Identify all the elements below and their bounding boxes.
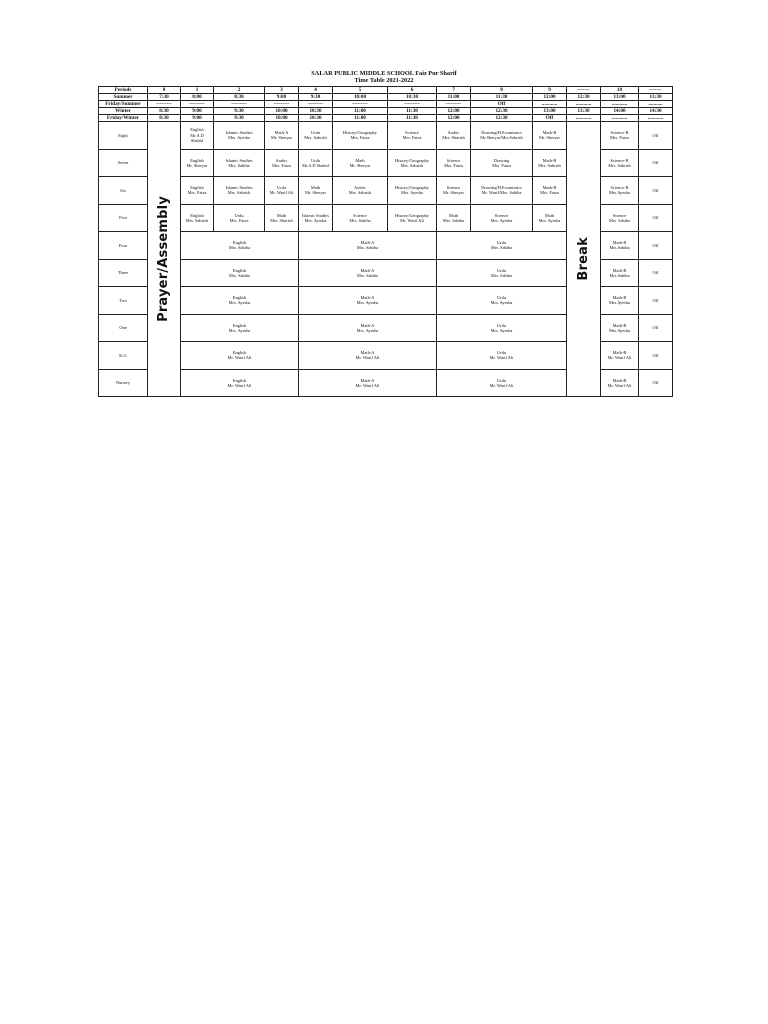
cell-line: Mrs. Sabrish <box>400 162 424 168</box>
math-block <box>299 369 437 397</box>
timing-cell: 12:00 <box>437 108 471 115</box>
cell-line: Mrs. Sabrish <box>608 162 631 168</box>
english-block <box>181 259 299 287</box>
cell-line: Mr. Wasif/Mrs. Sabiha <box>481 190 522 196</box>
cell-line: English <box>232 295 247 301</box>
period-cell <box>533 122 567 150</box>
cell-line: Math-A <box>360 240 375 246</box>
english-block <box>181 342 299 370</box>
cell-line: Mrs. Sabrish <box>185 217 209 223</box>
timing-cell: 11:30 <box>471 94 533 101</box>
period-cell <box>181 177 214 205</box>
timing-cell: 13:30 <box>639 94 673 101</box>
timing-cell: Off <box>533 115 567 122</box>
cell-line: Mrs. Ayesha <box>538 217 561 223</box>
timing-cell: 5 <box>333 87 388 94</box>
period-cell <box>533 177 567 205</box>
math-block <box>299 259 437 287</box>
cell-line: History/Geography <box>395 212 429 218</box>
cell-line: Mrs. Sabiha <box>490 245 513 251</box>
cell-line: Urdu <box>496 350 507 356</box>
period-cell <box>214 177 265 205</box>
cell-line: Mrs. Ayesha <box>304 217 327 223</box>
cell-line: Mrs. Faiza <box>350 135 370 141</box>
cell-line: Mrs. Sabrish <box>538 162 561 168</box>
cell-line: Mrs. Sabiha <box>228 162 250 168</box>
timing-cell: 14:30 <box>639 108 673 115</box>
urdu-block <box>437 287 567 315</box>
cell-line: Mr. Sheryar <box>539 135 560 141</box>
off-cell: Off <box>639 177 673 205</box>
timing-row <box>99 115 673 122</box>
timing-row <box>99 108 673 115</box>
cell-line: Mr. Wasif Ali <box>607 355 632 361</box>
period-cell <box>265 122 299 150</box>
timing-row-label: Periods <box>99 87 148 94</box>
timing-cell: ............ <box>639 115 673 122</box>
timing-row <box>99 101 673 108</box>
cell-line: Science-B <box>610 185 629 191</box>
timing-cell: 11:30 <box>388 115 437 122</box>
cell-line: Math-B <box>612 295 627 301</box>
cell-line: Mrs. Ayesha <box>228 135 250 141</box>
school-title: SALAR PUBLIC MIDDLE SCHOOL Faiz Pur Sharif <box>311 70 457 77</box>
period-cell <box>299 177 333 205</box>
cell-line: Mr.A D Shahid <box>302 162 329 168</box>
class-name: Two <box>99 287 148 315</box>
cell-line: Arabic <box>275 157 288 163</box>
timing-cell: --------- <box>388 101 437 108</box>
timing-cell: ........... <box>639 101 673 108</box>
off-cell: Off <box>639 342 673 370</box>
timing-cell: 9:00 <box>181 108 214 115</box>
timing-cell: 10:00 <box>265 108 299 115</box>
timing-cell: --------- <box>214 101 265 108</box>
off-cell: Off <box>639 232 673 260</box>
period-cell <box>437 177 471 205</box>
cell-line: Urdu <box>496 267 507 273</box>
math-block <box>299 314 437 342</box>
cell-line: Math-A <box>360 267 375 273</box>
off-cell: Off <box>639 369 673 397</box>
timing-cell: ------- <box>639 87 673 94</box>
timing-cell: 13:00 <box>601 94 639 101</box>
period-cell <box>299 122 333 150</box>
cell-line: English <box>232 350 247 356</box>
period-10-cell <box>601 204 639 232</box>
period-cell <box>533 149 567 177</box>
cell-line: English <box>190 185 204 191</box>
class-name: Seven <box>99 149 148 177</box>
english-block <box>181 287 299 315</box>
cell-line: Math-B <box>612 377 627 383</box>
class-name: Four <box>99 232 148 260</box>
cell-line: Mrs. Ayesha <box>490 217 513 223</box>
cell-line: Math <box>276 212 287 218</box>
cell-line: Mrs.Sabiha <box>609 245 630 251</box>
cell-line: Arabic <box>354 185 366 191</box>
cell-line: Mrs. Ayesha <box>356 300 379 306</box>
cell-line: Mrs. Sabiha <box>608 217 631 223</box>
period-cell <box>214 204 265 232</box>
cell-line: Mrs. Sabiha <box>356 245 379 251</box>
period-cell <box>265 177 299 205</box>
cell-line: History/Geography <box>395 157 429 163</box>
period-cell <box>471 204 533 232</box>
cell-line: English <box>232 267 247 273</box>
cell-line: English <box>190 157 204 163</box>
period-cell <box>533 204 567 232</box>
math-block <box>299 342 437 370</box>
cell-line: Islamic Studies <box>225 157 253 163</box>
timetable-subtitle: Time Table 2021-2022 <box>354 77 414 84</box>
cell-line: Mr. Wasif Ali <box>489 382 514 388</box>
cell-line: Mr. Sheryar <box>305 190 326 196</box>
off-cell: Off <box>639 122 673 150</box>
timing-cell: 11:00 <box>333 108 388 115</box>
cell-line: Mrs. Ayesha <box>490 300 513 306</box>
cell-line: Mrs. Sharish <box>270 217 293 223</box>
cell-line: Math <box>448 212 459 218</box>
timing-cell: --------- <box>437 101 471 108</box>
timing-cell: --------- <box>265 101 299 108</box>
cell-line: Science-B <box>610 157 629 163</box>
timing-row-label: Summer <box>99 94 148 101</box>
period-cell <box>265 204 299 232</box>
english-block <box>181 314 299 342</box>
timing-cell: 9 <box>533 87 567 94</box>
off-cell: Off <box>639 287 673 315</box>
cell-line: Mrs. Faiza <box>187 190 207 196</box>
cell-line: Mrs. Sabiha <box>490 272 513 278</box>
off-cell: Off <box>639 204 673 232</box>
cell-line: Science <box>612 212 627 218</box>
cell-line: Urdu <box>276 185 287 191</box>
timing-cell: 8:30 <box>148 108 181 115</box>
cell-line: Islamic Studies <box>225 130 253 136</box>
cell-line: Mrs. Ayesha <box>356 327 379 333</box>
break-label: Break <box>575 237 591 281</box>
cell-line: Math <box>355 157 365 163</box>
period-cell <box>333 204 388 232</box>
cell-line: Math-B <box>612 267 627 273</box>
cell-line: Math-B <box>542 157 557 163</box>
timing-cell: ............ <box>567 115 601 122</box>
class-row <box>99 122 673 150</box>
cell-line: Mrs.Ayesha <box>609 190 630 196</box>
class-name: Three <box>99 259 148 287</box>
timing-cell: --------- <box>333 101 388 108</box>
period-10-cell <box>601 287 639 315</box>
cell-line: Mrs. Faiza <box>229 217 249 223</box>
cell-line: Mrs. Sabrish <box>304 135 327 141</box>
cell-line: Mr. Wasif Ali <box>269 190 294 196</box>
cell-line: Mrs. Faiza <box>272 162 291 168</box>
cell-line: History/Geography <box>343 130 377 136</box>
cell-line: Mrs. Ayesha <box>228 327 251 333</box>
period-cell <box>181 204 214 232</box>
cell-line: History/Geography <box>395 185 429 191</box>
period-cell <box>214 149 265 177</box>
cell-line: Math-A <box>360 377 375 383</box>
cell-line: Mr. Wasif Ali <box>489 355 514 361</box>
cell-line: Urdu <box>234 212 244 218</box>
cell-line: English <box>190 127 204 133</box>
timetable <box>98 86 673 397</box>
class-name: Nursery <box>99 369 148 397</box>
urdu-block <box>437 369 567 397</box>
cell-line: Math-B <box>612 350 627 356</box>
cell-line: Mrs. Faiza <box>540 190 559 196</box>
period-cell <box>214 122 265 150</box>
cell-line: Mrs. Faiza <box>610 135 629 141</box>
timing-cell: 1 <box>181 87 214 94</box>
timing-cell: 6 <box>388 87 437 94</box>
timing-cell: 2 <box>214 87 265 94</box>
cell-line: Mrs. Sabiha <box>349 217 371 223</box>
period-cell <box>388 177 437 205</box>
timing-cell: 13:30 <box>567 108 601 115</box>
urdu-block <box>437 259 567 287</box>
class-name: Eight <box>99 122 148 150</box>
cell-line: Mrs. Faiza <box>492 162 511 168</box>
period-cell <box>299 149 333 177</box>
cell-line: Shahid <box>190 137 204 143</box>
timing-cell: 9:30 <box>299 94 333 101</box>
period-cell <box>388 204 437 232</box>
period-cell <box>265 149 299 177</box>
cell-line: Urdu <box>496 322 507 328</box>
cell-line: Arabic <box>447 130 460 136</box>
timing-cell: 11:30 <box>388 108 437 115</box>
cell-line: Math-B <box>612 240 627 246</box>
period-cell <box>471 149 533 177</box>
cell-line: Mrs. Sabiha <box>356 272 379 278</box>
timing-row-label: Friday/Summer <box>99 101 148 108</box>
cell-line: Mr. Wasif Ali <box>355 355 380 361</box>
timing-cell: 8:30 <box>214 94 265 101</box>
cell-line: Mr. Wasif Ali <box>607 382 632 388</box>
timing-cell: 13:00 <box>533 108 567 115</box>
cell-line: Urdu <box>496 295 507 301</box>
period-10-cell <box>601 259 639 287</box>
cell-line: Science <box>405 130 419 136</box>
timing-cell: 10:00 <box>265 115 299 122</box>
timing-cell: 10:30 <box>299 108 333 115</box>
urdu-block <box>437 232 567 260</box>
cell-line: Mrs.Ayesha <box>609 327 630 333</box>
cell-line: Mr. Sheryar <box>271 135 292 141</box>
timing-cell: 9:30 <box>214 115 265 122</box>
timing-cell: 0 <box>148 87 181 94</box>
timing-cell: --------- <box>148 101 181 108</box>
timing-cell: 7 <box>437 87 471 94</box>
timing-cell: 10:30 <box>388 94 437 101</box>
prayer-assembly-label: Prayer/Assembly <box>156 196 172 322</box>
period-cell <box>181 149 214 177</box>
english-block <box>181 369 299 397</box>
cell-line: Urdu <box>310 130 321 136</box>
cell-line: Math-A <box>360 350 375 356</box>
cell-line: Science <box>446 185 461 191</box>
cell-line: Mrs. Sabiha <box>442 217 465 223</box>
cell-line: Mr. Sheryar <box>349 162 371 168</box>
period-cell <box>471 122 533 150</box>
period-cell <box>437 204 471 232</box>
urdu-block <box>437 342 567 370</box>
cell-line: Science <box>353 212 367 218</box>
cell-line: Mrs. Sabrish <box>348 190 372 196</box>
period-cell <box>333 149 388 177</box>
cell-line: Mr. Wasif Ali <box>227 382 252 388</box>
cell-line: Drawing/H.Ecomimics <box>481 185 522 191</box>
timing-cell: 11:00 <box>333 115 388 122</box>
cell-line: Urdu <box>496 377 507 383</box>
timing-cell: 9:00 <box>265 94 299 101</box>
math-block <box>299 232 437 260</box>
timing-cell: ............ <box>533 101 567 108</box>
timing-cell: 12:00 <box>533 94 567 101</box>
cell-line: Math-A <box>274 130 289 136</box>
cell-line: Science-B <box>610 130 629 136</box>
cell-line: Math <box>310 185 321 191</box>
cell-line: English <box>190 212 204 218</box>
timing-cell: ............ <box>601 101 639 108</box>
cell-line: Urdu <box>496 240 507 246</box>
period-cell <box>299 204 333 232</box>
timing-row-label: Friday/Winter <box>99 115 148 122</box>
timing-cell: ............ <box>601 115 639 122</box>
timing-cell: 12:30 <box>567 94 601 101</box>
timing-cell: 9:00 <box>181 115 214 122</box>
cell-line: Mr. Sheryar <box>443 190 464 196</box>
cell-line: Math-A <box>360 295 375 301</box>
cell-line: Mrs. Faiza <box>402 135 422 141</box>
timing-cell: Off <box>471 101 533 108</box>
timing-cell: --------- <box>181 101 214 108</box>
cell-line: Mrs. Sabrish <box>227 190 251 196</box>
cell-line: Mrs.Sabiha <box>609 272 630 278</box>
cell-line: English <box>232 322 247 328</box>
cell-line: Mr. Wasif Ali <box>227 355 252 361</box>
timing-cell: 10 <box>601 87 639 94</box>
timing-cell: 12:00 <box>437 115 471 122</box>
off-cell: Off <box>639 259 673 287</box>
cell-line: Drawing/H.Ecomimics <box>481 130 522 136</box>
cell-line: Drawing <box>493 157 510 163</box>
timing-cell: ............ <box>567 101 601 108</box>
cell-line: Urdu <box>310 157 321 163</box>
cell-line: Math-B <box>542 185 557 191</box>
timing-cell: --------- <box>299 101 333 108</box>
timing-cell: 3 <box>265 87 299 94</box>
off-cell: Off <box>639 314 673 342</box>
period-cell <box>333 122 388 150</box>
cell-line: Math-B <box>542 130 557 136</box>
timing-row-label: Winter <box>99 108 148 115</box>
math-block <box>299 287 437 315</box>
cell-line: Mrs. Ayesha <box>401 190 423 196</box>
cell-line: Mr. Sheryar <box>186 162 208 168</box>
cell-line: Mr.Sheryar/Mrs.Sabrish <box>480 135 523 141</box>
period-cell <box>437 122 471 150</box>
timing-cell: 10:00 <box>333 94 388 101</box>
class-name: K.G <box>99 342 148 370</box>
cell-line: Math-B <box>612 322 627 328</box>
period-cell <box>181 122 214 150</box>
cell-line: Mrs. Ayesha <box>228 300 251 306</box>
urdu-block <box>437 314 567 342</box>
cell-line: Islamic Studies <box>225 185 253 191</box>
period-10-cell <box>601 149 639 177</box>
cell-line: English <box>232 377 247 383</box>
cell-line: English <box>232 240 247 246</box>
timing-cell: ------- <box>567 87 601 94</box>
cell-line: Mrs.Ayesha <box>609 300 630 306</box>
period-cell <box>388 149 437 177</box>
class-name: Six <box>99 177 148 205</box>
period-10-cell <box>601 177 639 205</box>
timing-cell: 8:00 <box>181 94 214 101</box>
cell-line: Science <box>446 157 461 163</box>
period-cell <box>388 122 437 150</box>
timing-cell: 14:00 <box>601 108 639 115</box>
cell-line: Math <box>544 212 555 218</box>
period-cell <box>333 177 388 205</box>
cell-line: Mr. Wasif Ali <box>400 217 424 223</box>
timing-cell: 8:30 <box>148 115 181 122</box>
cell-line: Mrs. Faiza <box>444 162 463 168</box>
cell-line: Islamic Studies <box>302 212 329 218</box>
timing-row <box>99 87 673 94</box>
period-10-cell <box>601 232 639 260</box>
period-cell <box>471 177 533 205</box>
period-10-cell <box>601 122 639 150</box>
cell-line: Science <box>494 212 509 218</box>
period-cell <box>437 149 471 177</box>
cell-line: Mr. Wasif Ali <box>355 382 380 388</box>
timing-row <box>99 94 673 101</box>
break-column <box>567 122 601 397</box>
english-block <box>181 232 299 260</box>
cell-line: Math-A <box>360 322 375 328</box>
class-name: One <box>99 314 148 342</box>
period-10-cell <box>601 369 639 397</box>
period-10-cell <box>601 314 639 342</box>
timing-cell: 12:30 <box>471 115 533 122</box>
off-cell: Off <box>639 149 673 177</box>
class-name: Five <box>99 204 148 232</box>
cell-line: Mrs. Sabiha <box>228 245 251 251</box>
timing-cell: 4 <box>299 87 333 94</box>
cell-line: Mrs. Sharish <box>442 135 465 141</box>
timing-cell: 12:30 <box>471 108 533 115</box>
timing-cell: 11:00 <box>437 94 471 101</box>
timing-cell: 8 <box>471 87 533 94</box>
cell-line: Mr.A D <box>190 132 204 138</box>
period-10-cell <box>601 342 639 370</box>
cell-line: Mrs. Ayesha <box>490 327 513 333</box>
timing-cell: 10:30 <box>299 115 333 122</box>
timing-cell: 9:30 <box>214 108 265 115</box>
cell-line: Mrs. Sabiha <box>228 272 251 278</box>
timing-cell: 7:30 <box>148 94 181 101</box>
prayer-assembly-column <box>148 122 181 397</box>
